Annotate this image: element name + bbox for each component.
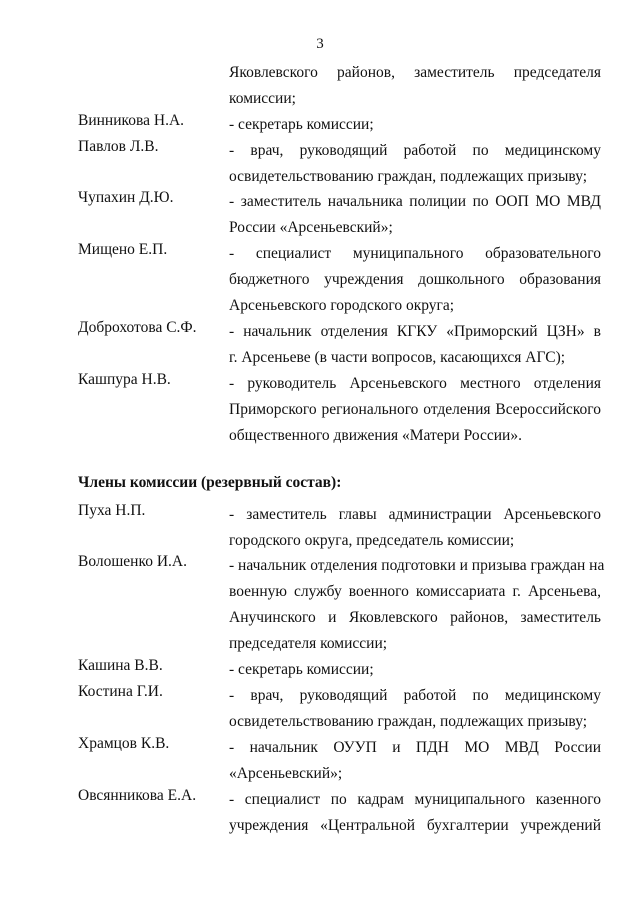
description-line: г. Арсеньеве (в части вопросов, касающихся АГС); [229,349,566,366]
description-line: освидетельствованию граждан, подлежащих призыву; [229,168,588,185]
member-name: Костина Г.И. [78,683,163,700]
entry-description [229,787,601,839]
entry-description [229,371,601,449]
entry-description [229,683,601,735]
member-name: Павлов Л.В. [78,138,159,155]
entry-description [229,138,601,190]
description-line: - начальник ОУУП и ПДН МО МВД России [229,739,601,756]
description-line: Арсеньевского городского округа; [229,297,455,314]
description-line: - врач, руководящий работой по медицинскому [229,142,601,159]
member-name: Кашина В.В. [78,657,163,674]
entry-description [229,319,601,371]
description-line: бюджетного учреждения дошкольного образования [229,271,601,288]
entry-description [229,657,601,683]
entry-description [229,241,601,319]
entry-description [229,502,601,554]
description-line: - заместитель главы администрации Арсеньевского [229,506,601,523]
description-line: городского округа, председатель комиссии; [229,532,515,549]
description-line: Анучинского и Яковлевского районов, заместитель [229,609,601,626]
description-line: - специалист по кадрам муниципального казенного [229,791,601,808]
description-line: военную службу военного комиссариата г. Арсеньева, [229,583,601,600]
description-line: - заместитель начальника полиции по ООП МО МВД [229,193,601,210]
description-line: - руководитель Арсеньевского местного отделения [229,375,601,392]
description-line: председателя комиссии; [229,635,388,652]
description-line: Яковлевского районов, заместитель председателя [229,64,601,81]
description-line: - начальник отделения подготовки и призыва граждан на [229,557,605,574]
description-line: России «Арсеньевский»; [229,219,393,236]
member-name: Храмцов К.В. [78,735,170,752]
member-name: Мищено Е.П. [78,241,168,258]
entry-description [229,553,605,657]
description-line: - специалист муниципального образовательного [229,245,601,262]
entry-description [229,189,601,241]
description-line: общественного движения «Матери России». [229,427,522,444]
entry-description [229,735,601,787]
entry-description [229,112,601,138]
description-line: Приморского регионального отделения Всероссийского [229,401,601,418]
description-line: - врач, руководящий работой по медицинскому [229,687,601,704]
description-line: освидетельствованию граждан, подлежащих призыву; [229,713,588,730]
description-line: - секретарь комиссии; [229,661,374,678]
description-line: комиссии; [229,90,296,107]
description-line: учреждения «Центральной бухгалтерии учреждений [229,817,601,834]
page-number: 3 [316,36,324,52]
entry-description [229,60,601,112]
member-name: Овсянникова Е.А. [78,787,197,804]
member-name: Волошенко И.А. [78,553,187,570]
member-name: Доброхотова С.Ф. [78,319,197,336]
description-line: «Арсеньевский»; [229,765,343,782]
member-name: Чупахин Д.Ю. [78,189,174,206]
description-line: - секретарь комиссии; [229,116,374,133]
description-line: - начальник отделения КГКУ «Приморский ЦЗН» в [229,323,601,340]
member-name: Кашпура Н.В. [78,371,171,388]
reserve-section-heading: Члены комиссии (резервный состав): [78,474,342,491]
member-name: Пуха Н.П. [78,502,146,519]
member-name: Винникова Н.А. [78,112,185,129]
